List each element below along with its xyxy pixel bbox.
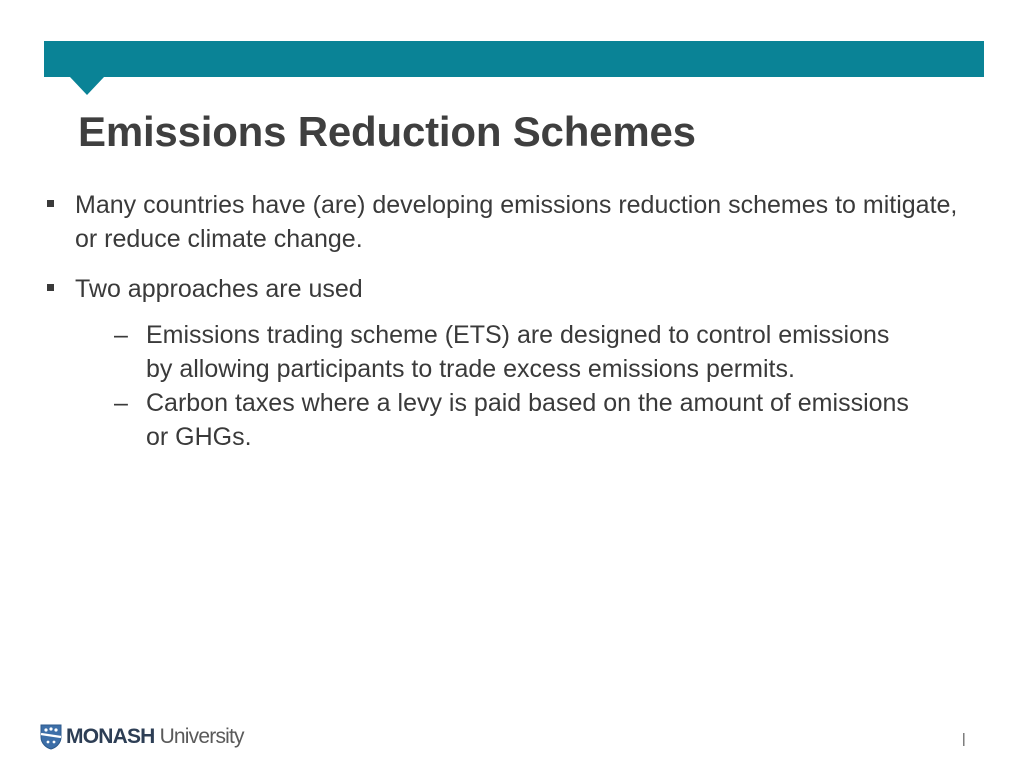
bullet-text: Two approaches are used bbox=[75, 275, 363, 303]
bullet-text: Many countries have (are) developing emissions reduction schemes to mitigate, or reduce climate change. bbox=[75, 191, 958, 253]
sub-bullet-list bbox=[44, 318, 974, 454]
sub-bullet-item bbox=[44, 318, 916, 386]
bullet-item bbox=[44, 188, 974, 256]
slide-content bbox=[44, 188, 974, 454]
monash-crest-icon bbox=[40, 724, 62, 750]
square-bullet-icon bbox=[47, 284, 54, 291]
dash-bullet-icon: – bbox=[114, 389, 128, 417]
sub-bullet-text: Emissions trading scheme (ETS) are designed to control emissions by allowing participants to trade excess emissions permits. bbox=[146, 321, 890, 383]
page-number: | bbox=[962, 730, 966, 746]
logo-name-regular: University bbox=[154, 725, 244, 748]
header-notch bbox=[70, 77, 104, 95]
dash-bullet-icon: – bbox=[114, 321, 128, 349]
slide-title: Emissions Reduction Schemes bbox=[78, 108, 696, 155]
sub-bullet-item bbox=[44, 386, 916, 454]
logo-name-bold: MONASH bbox=[66, 725, 155, 748]
monash-logo bbox=[40, 723, 244, 751]
sub-bullet-text: Carbon taxes where a levy is paid based on the amount of emissions or GHGs. bbox=[146, 389, 909, 451]
square-bullet-icon bbox=[47, 200, 54, 207]
header-band bbox=[44, 41, 984, 77]
logo-wordmark bbox=[66, 725, 244, 749]
bullet-item bbox=[44, 272, 974, 306]
